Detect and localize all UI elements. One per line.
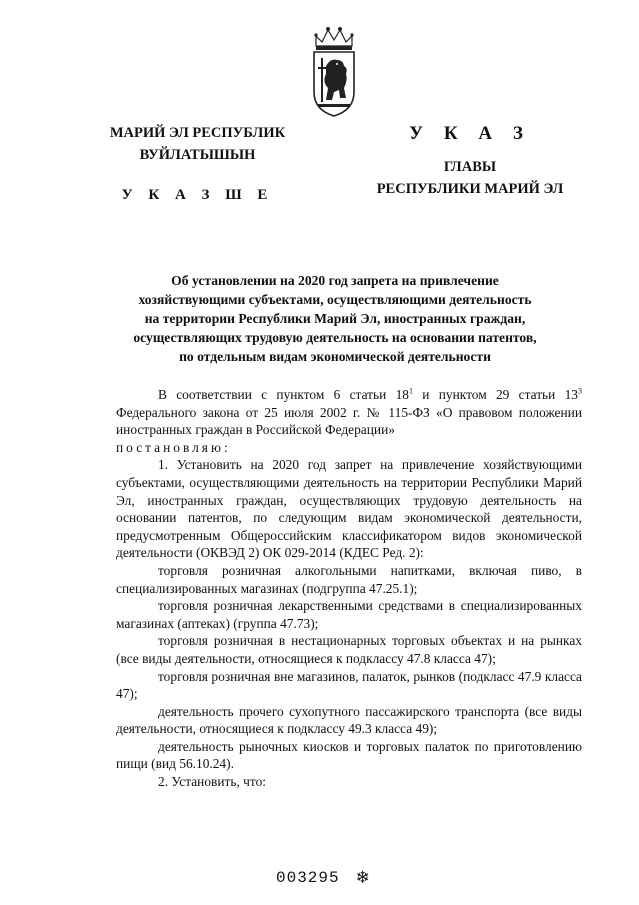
title-line: Об установлении на 2020 год запрета на привлечение: [171, 273, 499, 288]
preamble-text: В соответствии с пунктом 6 статьи 18: [158, 387, 409, 402]
document-serial-footer: [276, 868, 371, 888]
list-item: торговля розничная в нестационарных торговых объектах и на рынках (все виды деятельности, относящиеся к подклассу 47.8 класса 47);: [116, 633, 582, 666]
header-left-ukazshe: У К А З Ш Е: [121, 187, 274, 203]
snowflake-icon: ❄: [355, 868, 371, 888]
preamble-text: и пунктом 29 статьи 13: [412, 387, 578, 402]
header-right-line3: РЕСПУБЛИКИ МАРИЙ ЭЛ: [376, 181, 564, 197]
header-right-block: [360, 122, 580, 200]
coat-of-arms-emblem: [310, 22, 358, 120]
decree-word: постановляю:: [116, 439, 231, 455]
header-left-line2: ВУЙЛАТЫШЫН: [139, 147, 256, 163]
title-line: хозяйствующими субъектами, осуществляющими деятельность: [138, 292, 532, 307]
paragraph-2: 2. Установить, что:: [158, 774, 266, 790]
superscript: 3: [578, 386, 582, 396]
paragraph-1: 1. Установить на 2020 год запрет на привлечение хозяйствующими субъектами, осуществляющими деятельность на территории Республики Марий Эл, иностранных граждан, осуществляющих трудовую деятельность на основании патентов, по следующим видам экономической деятельности, предусмотренным Общероссийским классификатором видов экономической деятельности (ОКВЭД 2) ОК 029-2014 (КДЕС Ред. 2):: [116, 457, 582, 561]
decree-body: [116, 386, 582, 791]
list-item: деятельность рыночных киосков и торговых палаток по приготовлению пищи (вид 56.10.24).: [116, 738, 582, 772]
list-item: торговля розничная алкогольными напитками, включая пиво, в специализированных магазинах (подгруппа 47.25.1);: [116, 562, 582, 596]
list-item: деятельность прочего сухопутного пассажирского транспорта (все виды деятельности, относящиеся к подклассу 49.3 класса 49);: [116, 703, 582, 737]
list-item: торговля розничная вне магазинов, палаток, рынков (подкласс 47.9 класса 47);: [116, 668, 582, 702]
list-item: торговля розничная лекарственными средствами в специализированных магазинах (аптеках) (группа 47.73);: [116, 598, 582, 631]
serial-number: 003295: [276, 869, 340, 887]
title-line: осуществляющих трудовую деятельность на основании патентов,: [133, 330, 537, 345]
preamble-text: Федерального закона от 25 июля 2002 г. № 115-ФЗ «О правовом положении иностранных граждан в Российской Федерации»: [116, 404, 582, 438]
title-line: по отдельным видам экономической деятельности: [179, 349, 491, 364]
superscript: 1: [408, 386, 413, 396]
header-left-block: [95, 122, 300, 206]
header-right-line2: ГЛАВЫ: [443, 159, 497, 175]
header-right-ukaz: У К А З: [409, 123, 531, 144]
header-left-line1: МАРИЙ ЭЛ РЕСПУБЛИК: [109, 125, 286, 141]
preamble-paragraph: [116, 386, 582, 439]
title-line: на территории Республики Марий Эл, иностранных граждан,: [144, 311, 526, 326]
decree-title: [100, 271, 570, 366]
